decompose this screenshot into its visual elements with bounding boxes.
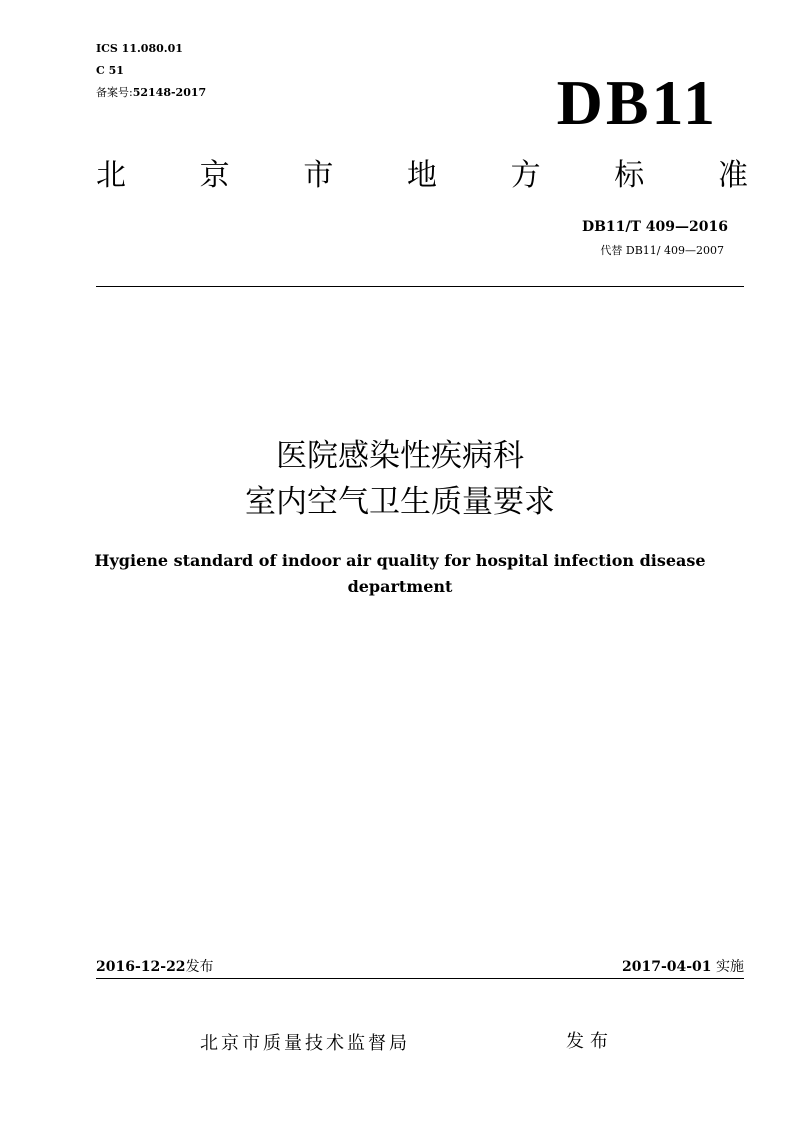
replaces-standard: 代替 DB11/ 409—2007	[600, 244, 724, 257]
filing-label: 备案号:	[96, 86, 133, 99]
publish-date-value: 2016-12-22	[96, 959, 186, 975]
title-cn-line1: 医院感染性疾病科	[276, 438, 524, 474]
title-en: Hygiene standard of indoor air quality for hospital infection disease department	[94, 551, 706, 596]
ics-code: ICS 11.080.01	[96, 42, 183, 55]
filing-value: 52148-2017	[132, 86, 207, 99]
issued-label: 发布	[566, 1031, 614, 1052]
ccs-code: C 51	[96, 64, 124, 77]
standard-type-char: 地	[406, 158, 437, 193]
standard-type-char: 北	[96, 158, 126, 193]
implement-label: 实施	[716, 959, 744, 975]
implement-date-value: 2017-04-01	[621, 959, 712, 975]
title-cn-line2: 室内空气卫生质量要求	[245, 484, 555, 520]
standard-type-char: 京	[199, 158, 230, 193]
standard-type-heading	[96, 158, 748, 194]
standard-type-char: 准	[717, 158, 748, 193]
standard-logo: DB11	[556, 67, 718, 138]
standard-type-char: 方	[510, 158, 541, 193]
standard-number: DB11/T 409—2016	[581, 219, 728, 235]
issuing-authority: 北京市质量技术监督局	[200, 1033, 410, 1054]
top-divider	[96, 286, 744, 287]
standard-type-char: 市	[303, 158, 334, 193]
publish-label: 发布	[185, 959, 214, 975]
filing-number	[96, 86, 206, 100]
implement-date	[622, 958, 744, 976]
standard-type-char: 标	[614, 158, 645, 193]
publish-date	[96, 958, 214, 976]
bottom-divider	[96, 978, 744, 979]
